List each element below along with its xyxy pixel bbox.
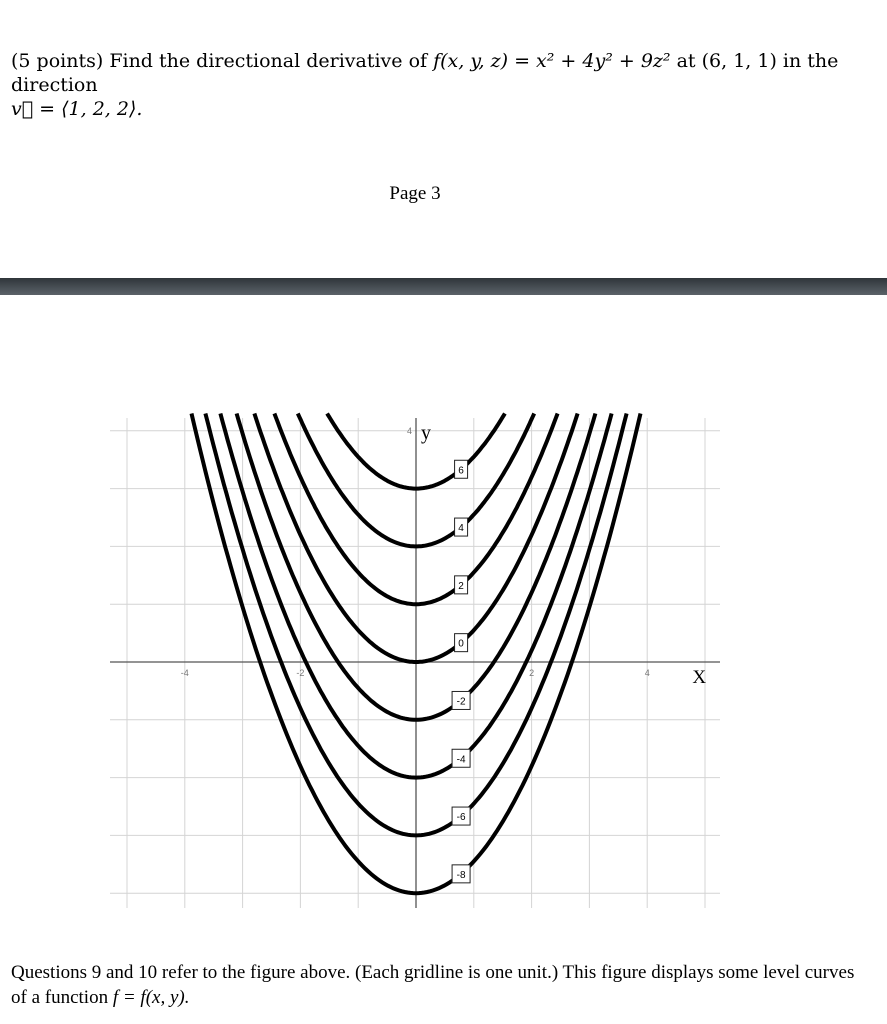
x-tick-label: -4: [180, 668, 189, 678]
caption-function: f = f(x, y).: [112, 987, 190, 1008]
level-curve-figure: [0, 300, 887, 920]
y-tick-label: 4: [406, 425, 412, 436]
x-tick-label: -2: [296, 668, 305, 678]
contour-label: 4: [458, 523, 464, 535]
function-rhs: = x² + 4y² + 9z²: [514, 50, 671, 72]
x-tick-label: 2: [529, 668, 535, 678]
page-label: Page 3: [389, 183, 441, 204]
contour-labels: [452, 460, 470, 883]
y-axis-label: y: [421, 421, 431, 444]
question-text-at: at: [676, 50, 696, 72]
x-axis-label: X: [692, 667, 707, 688]
question-text-a: Find the directional derivative of: [109, 50, 428, 72]
caption-text: Questions 9 and 10 refer to the figure above. (Each gridline is one unit.) This figure displays some level curves of a function: [11, 962, 855, 1008]
contour-label: -4: [456, 754, 466, 766]
contour-label: -2: [456, 696, 466, 708]
function-lhs: f(x, y, z): [433, 50, 509, 72]
contour-label: 0: [458, 638, 464, 650]
contour-label: 6: [458, 465, 464, 477]
question-text-dir: in the direction: [11, 50, 839, 96]
contour-label: 2: [458, 580, 464, 592]
direction-vector: v⃗ = ⟨1, 2, 2⟩.: [11, 98, 143, 120]
figure-caption: [11, 960, 871, 1010]
contour-label: -8: [456, 869, 466, 881]
question-point: (6, 1, 1): [701, 50, 777, 72]
contour-label: -6: [456, 812, 466, 824]
page-divider: [0, 278, 887, 295]
question-text: [11, 49, 871, 121]
x-tick-label: 4: [644, 668, 650, 678]
question-points: (5 points): [11, 50, 104, 72]
